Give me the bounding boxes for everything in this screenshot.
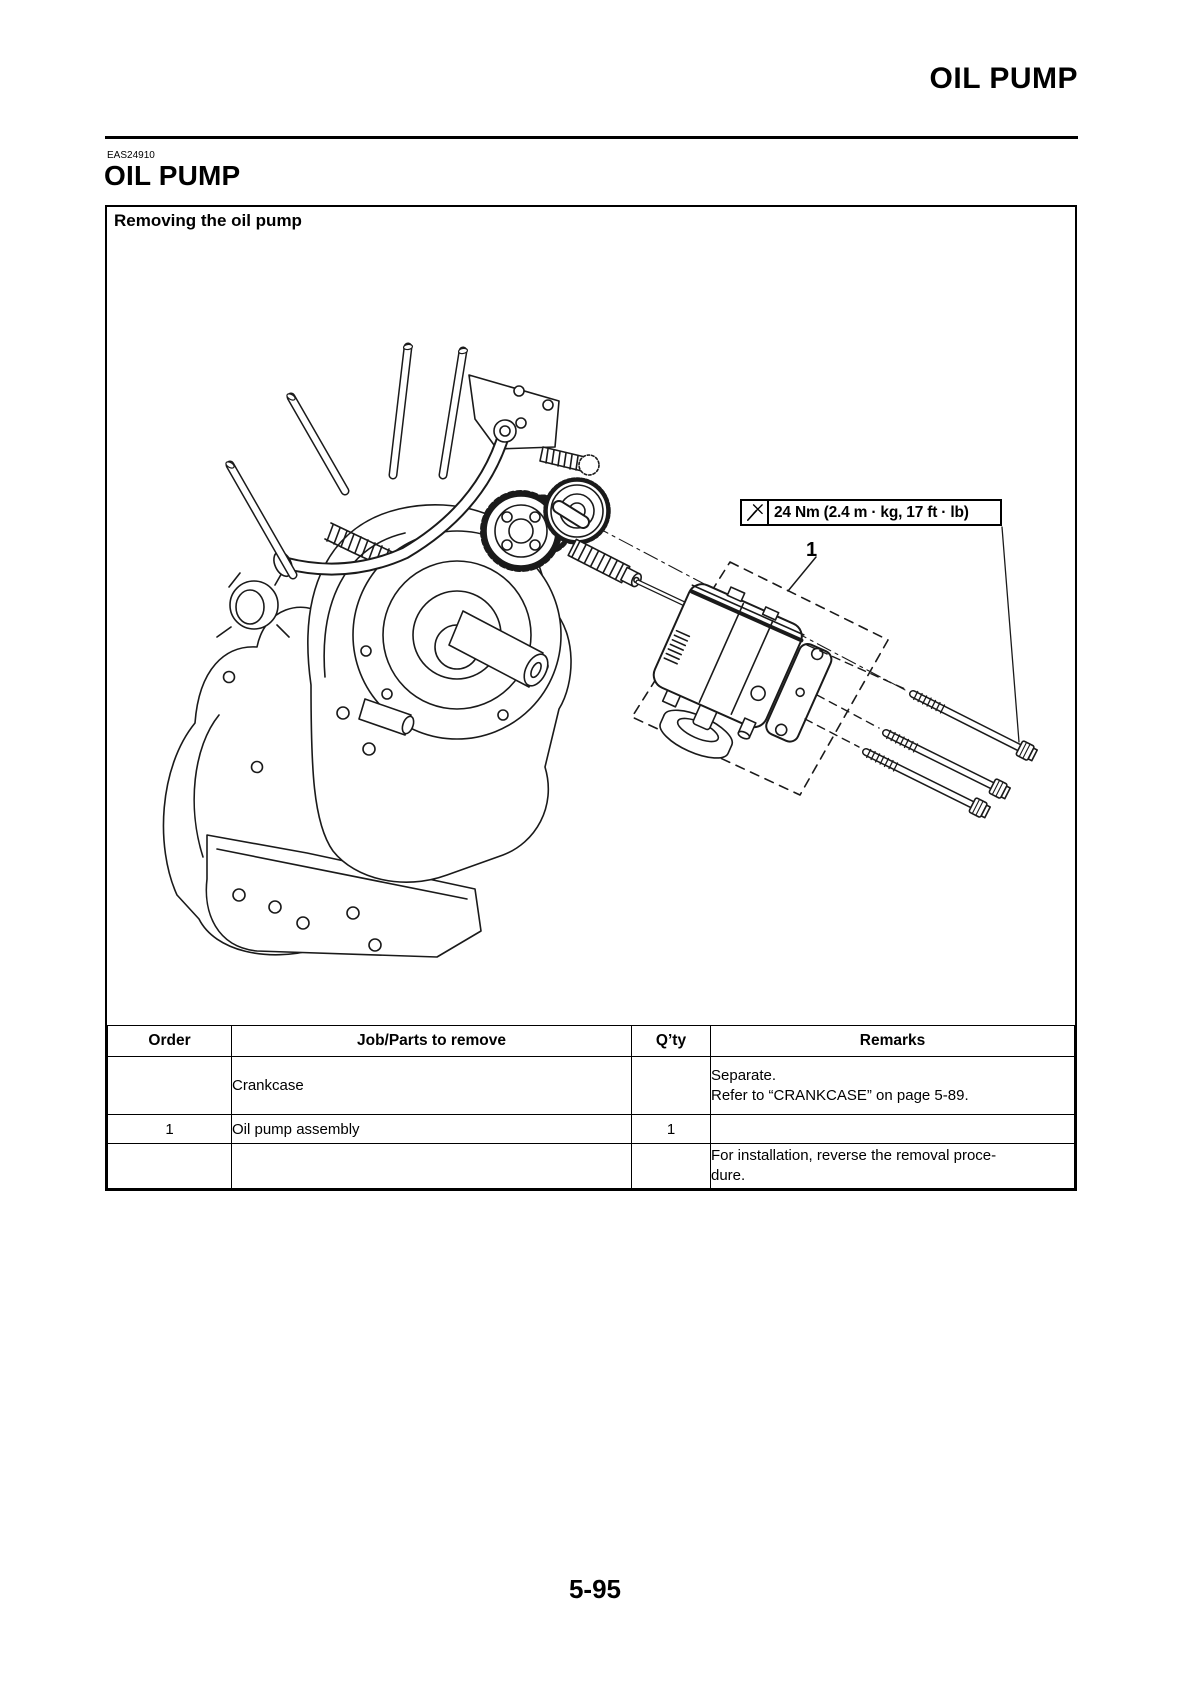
- figure-caption: Removing the oil pump: [114, 211, 302, 230]
- cell-remarks: [711, 1144, 1075, 1189]
- cell-remarks: [711, 1115, 1075, 1144]
- torque-spec-label: 24 Nm (2.4 m · kg, 17 ft · lb): [774, 503, 969, 521]
- callout-1-label: 1: [806, 539, 818, 561]
- engine-diagram: [107, 207, 1075, 1017]
- col-header-order: Order: [108, 1026, 232, 1057]
- cell-order: 1: [108, 1115, 232, 1144]
- table-row: [108, 1057, 1075, 1115]
- remarks-line: For installation, reverse the removal proce-: [711, 1147, 997, 1164]
- table-row: [108, 1115, 1075, 1144]
- section-code: EAS24910: [107, 150, 155, 161]
- col-header-remarks: Remarks: [711, 1026, 1075, 1057]
- col-header-qty: Q’ty: [632, 1026, 711, 1057]
- header-rule: [105, 136, 1078, 139]
- remarks-line: Separate.: [711, 1066, 777, 1084]
- parts-table: [107, 1025, 1075, 1189]
- torque-wrench-icon: [742, 501, 769, 524]
- remarks-line: Refer to “CRANKCASE” on page 5-89.: [711, 1086, 969, 1104]
- running-header: OIL PUMP: [929, 62, 1078, 95]
- torque-callout: [740, 499, 1002, 526]
- cell-order: [108, 1144, 232, 1189]
- page-title: OIL PUMP: [104, 160, 241, 191]
- cell-order: [108, 1057, 232, 1115]
- page-number: 5-95: [568, 1574, 622, 1604]
- figure-box: [105, 205, 1077, 1191]
- cell-job: Crankcase: [232, 1057, 632, 1115]
- cell-job: Oil pump assembly: [232, 1115, 632, 1144]
- cell-qty: 1: [632, 1115, 711, 1144]
- table-row: [108, 1144, 1075, 1189]
- cell-job: [232, 1144, 632, 1189]
- table-header-row: [108, 1026, 1075, 1057]
- cell-qty: [632, 1057, 711, 1115]
- cell-qty: [632, 1144, 711, 1189]
- cell-remarks: [711, 1057, 1075, 1115]
- remarks-line: dure.: [711, 1167, 746, 1184]
- col-header-job: Job/Parts to remove: [232, 1026, 632, 1057]
